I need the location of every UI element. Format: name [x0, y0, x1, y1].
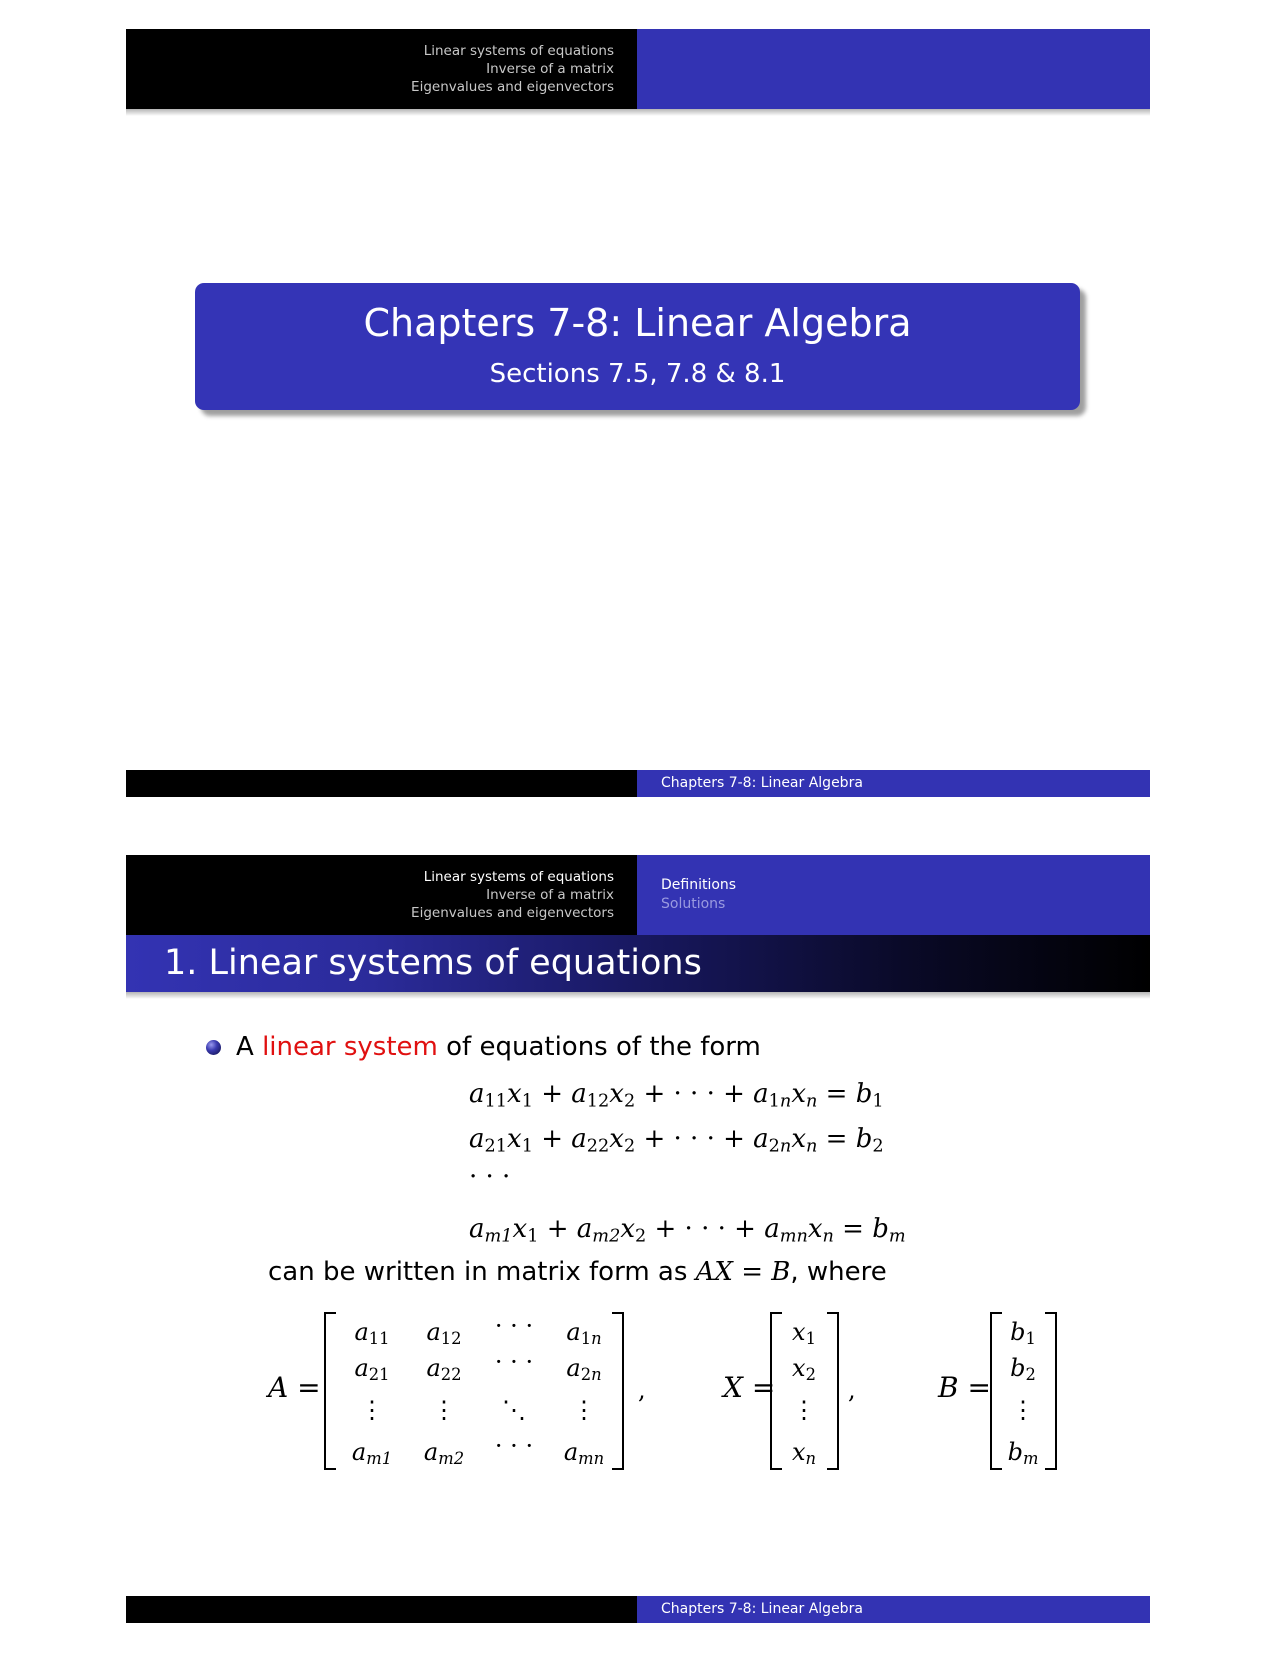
subsection-nav — [637, 29, 1150, 109]
nav-section-linear-systems[interactable]: Linear systems of equations — [423, 43, 614, 59]
subsection-nav — [637, 855, 1150, 935]
nav-section-eigenvalues[interactable]: Eigenvalues and eigenvectors — [411, 79, 614, 95]
matrix-a-right-bracket — [612, 1312, 624, 1470]
footer-title: Chapters 7-8: Linear Algebra — [637, 1596, 1150, 1623]
matrix-form-sentence — [268, 1255, 887, 1289]
nav-section-linear-systems[interactable]: Linear systems of equations — [423, 869, 614, 885]
bullet-text-pre: A — [236, 1032, 263, 1062]
equation-ellipsis: · · · — [469, 1162, 511, 1192]
matrix-a-label: A = — [268, 1371, 321, 1404]
matrix-b-left-bracket — [990, 1312, 1002, 1470]
equation-row-1: $a_{11}x_1 + a_{12}x_2$ + · · · + $a_{1n}x_n = b_1$ — [469, 1079, 884, 1112]
frame-title: 1. Linear systems of equations — [126, 935, 1150, 992]
comma-a: , — [638, 1376, 646, 1404]
section-nav — [126, 855, 637, 935]
frame-title-shadow — [126, 992, 1150, 999]
comma-x: , — [848, 1376, 856, 1404]
slide-footer — [126, 1596, 1150, 1623]
slide-footer — [126, 770, 1150, 797]
slide-linear-systems: Linear systems of equations Inverse of a matrix Eigenvalues and eigenvectors Definitions Solutions 1. Linear systems of equations A linear system of equations of the form $a_{11}x_1 + a_{12}x_2$ + · · · + $a_{1n}x_n = b_1$ $a_{21}x_1 + a_{22}x_2$ + · · · + $a_{2n}x_n = b_2$ · · · $a_{m1}x_1 + a_{m2}x_2$ + · · · + $a_{mn}x_n = b_m$ can be written in matrix form as AX = B, where A = $a_{11}$ $a_{12}$ · · · $a_{1n}$ $a_{21}$ $a_{22}$ · · · $a_{2n}$ ⋮ ⋮ ⋱ ⋮ $a_{m1}$ $a_{m2}$ · · · $a_{mn}$ , X = $x_1$ $x_2$ ⋮ $x_n$ , B = $b_1$ $b_2$ ⋮ $b_m$ Chapters 7-8: Linear Algebra — [126, 855, 1150, 1623]
slide-title — [126, 29, 1150, 797]
footer-left — [126, 1596, 637, 1623]
slide-header — [126, 29, 1150, 109]
matrix-sentence-pre: can be written in matrix form as — [268, 1257, 696, 1287]
equation-row-m: $a_{m1}x_1 + a_{m2}x_2$ + · · · + $a_{mn}x_n = b_m$ — [469, 1214, 906, 1247]
footer-title: Chapters 7-8: Linear Algebra — [637, 770, 1150, 797]
matrix-x-left-bracket — [770, 1312, 782, 1470]
matrix-x-right-bracket — [827, 1312, 839, 1470]
title-block — [195, 283, 1080, 410]
nav-subsection-definitions[interactable]: Definitions — [661, 877, 737, 893]
matrix-sentence-formula: AX — [695, 1257, 733, 1287]
alert-term: linear system — [262, 1032, 438, 1062]
bullet-text-post: of equations of the form — [437, 1032, 761, 1062]
nav-section-inverse[interactable]: Inverse of a matrix — [486, 61, 614, 77]
matrix-b-label: B = — [938, 1371, 991, 1404]
header-shadow — [126, 109, 1150, 116]
section-nav — [126, 29, 637, 109]
nav-section-eigenvalues[interactable]: Eigenvalues and eigenvectors — [411, 905, 614, 921]
matrix-sentence-post: , where — [790, 1257, 887, 1287]
presentation-title: Chapters 7-8: Linear Algebra — [363, 301, 912, 345]
slide-header — [126, 855, 1150, 935]
matrix-x-label: X = — [723, 1371, 776, 1404]
footer-left — [126, 770, 637, 797]
nav-section-inverse[interactable]: Inverse of a matrix — [486, 887, 614, 903]
matrix-b-right-bracket — [1045, 1312, 1057, 1470]
matrix-sentence-rhs: B — [771, 1257, 791, 1287]
nav-subsection-solutions[interactable]: Solutions — [661, 896, 726, 912]
bullet-ball-icon — [206, 1040, 221, 1055]
matrix-a-left-bracket — [324, 1312, 336, 1470]
bullet-item — [236, 1030, 761, 1064]
presentation-subtitle: Sections 7.5, 7.8 & 8.1 — [489, 359, 786, 389]
equation-row-2: $a_{21}x_1 + a_{22}x_2$ + · · · + $a_{2n}x_n = b_2$ — [469, 1124, 884, 1157]
matrix-sentence-equals: = — [732, 1257, 772, 1287]
